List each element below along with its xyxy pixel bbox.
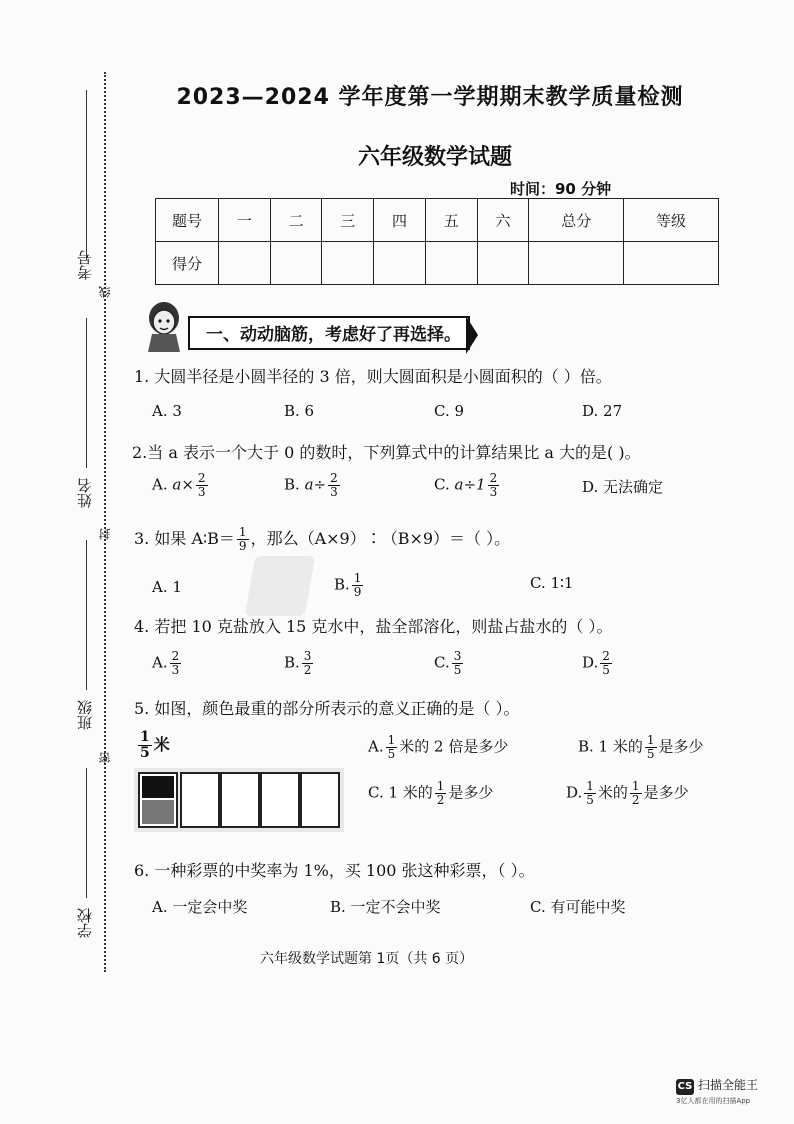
- q1-option-b[interactable]: B. 6: [284, 402, 315, 420]
- score-blank-cell[interactable]: [624, 242, 719, 285]
- question-3: [134, 526, 510, 553]
- numerator: 2: [171, 649, 180, 663]
- q4-option-b[interactable]: [284, 650, 315, 677]
- score-row-label: 得分: [156, 242, 219, 285]
- q5-darkest-part: [142, 776, 174, 798]
- numerator: 1: [140, 729, 150, 745]
- q2-b-fraction: [328, 472, 340, 499]
- page-footer: 六年级数学试题第 1页（共 6 页）: [260, 951, 474, 967]
- school-label: 学校: [76, 908, 94, 938]
- q5-bar-cell: [180, 772, 220, 828]
- q5-option-a[interactable]: [368, 734, 508, 761]
- denominator: 3: [197, 485, 206, 499]
- numerator: 2: [602, 649, 610, 663]
- q5-bar-cell: [300, 772, 340, 828]
- denominator: 5: [387, 747, 396, 761]
- score-table: [155, 198, 719, 285]
- numerator: 1: [631, 779, 640, 793]
- q4-a-prefix: A.: [152, 653, 168, 672]
- cartoon-boy-icon: [142, 300, 186, 356]
- section-1-title: 一、动动脑筋，考虑好了再选择。: [188, 316, 470, 350]
- class-underline: [86, 540, 87, 690]
- exam-no-label: 考号: [76, 250, 94, 280]
- denominator: 5: [140, 745, 150, 761]
- numerator: 1: [436, 779, 445, 793]
- numerator: 3: [303, 649, 312, 663]
- q2-option-d[interactable]: D. 无法确定: [582, 478, 664, 496]
- q6-option-b[interactable]: B. 一定不会中奖: [330, 898, 441, 916]
- scanner-watermark: [676, 1076, 758, 1095]
- score-blank-cell[interactable]: [374, 242, 426, 285]
- q6-option-c[interactable]: C. 有可能中奖: [530, 898, 626, 916]
- line-mark: 线: [98, 286, 112, 298]
- score-blank-cell[interactable]: [477, 242, 529, 285]
- question-2: 2.当 a 表示一个大于 0 的数时，下列算式中的计算结果比 a 大的是( )。: [132, 443, 641, 462]
- class-label: 班级: [76, 700, 94, 730]
- score-blank-cell[interactable]: [219, 242, 271, 285]
- q3-b-prefix: B.: [334, 575, 350, 594]
- q5-b-fraction: [645, 734, 657, 761]
- q4-option-d[interactable]: [582, 650, 614, 677]
- exam-time: 时间：90 分钟: [510, 180, 612, 198]
- numerator: 2: [197, 471, 206, 485]
- q5-d-fraction: [584, 780, 596, 807]
- denominator: 9: [353, 585, 362, 599]
- q3-option-b[interactable]: [334, 572, 365, 599]
- q4-c-fraction: [452, 650, 464, 677]
- denominator: 3: [330, 485, 338, 499]
- q2-a-fraction: [196, 472, 208, 499]
- question-5: 5. 如图，颜色最重的部分所表示的意义正确的是（ ）。: [134, 699, 520, 718]
- q5-b-prefix: B. 1 米的: [578, 737, 643, 756]
- q5-figure-fraction: [138, 730, 152, 761]
- score-blank-cell[interactable]: [425, 242, 477, 285]
- q5-bar-cell: [220, 772, 260, 828]
- score-header-cell: 五: [425, 199, 477, 242]
- q4-c-prefix: C.: [434, 653, 450, 672]
- q5-d-suffix: 是多少: [643, 783, 689, 802]
- denominator: 9: [238, 539, 247, 553]
- q3-option-a[interactable]: A. 1: [152, 578, 182, 596]
- q2-a-expr: a×: [172, 475, 194, 494]
- q5-bar-cell: [260, 772, 300, 828]
- score-header-cell: 二: [270, 199, 322, 242]
- question-4: 4. 若把 10 克盐放入 15 克水中，盐全部溶化，则盐占盐水的（ ）。: [134, 617, 613, 636]
- score-header-cell: 总分: [529, 199, 624, 242]
- q5-d-middle: 米的: [597, 783, 628, 802]
- numerator: 2: [330, 471, 338, 485]
- numerator: 1: [353, 571, 362, 585]
- q2-option-b[interactable]: [284, 472, 342, 499]
- numerator: 2: [489, 471, 498, 485]
- denominator: 3: [171, 663, 180, 677]
- q5-option-b[interactable]: [578, 734, 704, 761]
- q2-c-prefix: C.: [434, 475, 450, 494]
- binding-dotted-line: [104, 72, 106, 972]
- q5-d-fraction-2: [630, 780, 642, 807]
- secret-mark: 密: [98, 752, 112, 764]
- q5-bar-cell-shaded: [138, 772, 178, 828]
- question-1: 1. 大圆半径是小圆半径的 3 倍，则大圆面积是小圆面积的（ ）倍。: [134, 367, 612, 386]
- q2-b-expr: a÷: [304, 475, 327, 494]
- q5-c-prefix: C. 1 米的: [368, 783, 433, 802]
- q3-text-pre: 3. 如果 A∶B＝: [134, 529, 235, 548]
- q2-c-fraction: [488, 472, 500, 499]
- exam-subtitle: 六年级数学试题: [357, 145, 512, 170]
- q5-option-d[interactable]: [566, 780, 689, 807]
- scanner-tagline: 3亿人都在用的扫描App: [676, 1097, 751, 1105]
- q4-d-prefix: D.: [582, 653, 599, 672]
- q1-option-d[interactable]: D. 27: [582, 402, 623, 420]
- score-blank-cell[interactable]: [322, 242, 374, 285]
- denominator: 5: [586, 793, 594, 807]
- denominator: 5: [453, 663, 462, 677]
- numerator: 1: [586, 779, 594, 793]
- q3-b-fraction: [352, 572, 364, 599]
- denominator: 2: [631, 793, 640, 807]
- denominator: 3: [489, 485, 498, 499]
- scanner-brand: 扫描全能王: [698, 1078, 759, 1092]
- q5-a-suffix: 米的 2 倍是多少: [399, 737, 509, 756]
- q5-d-prefix: D.: [566, 783, 583, 802]
- q5-b-suffix: 是多少: [658, 737, 704, 756]
- score-header-cell: 题号: [156, 199, 219, 242]
- score-header-cell: 等级: [624, 199, 719, 242]
- section-arrow-tip: [466, 316, 478, 354]
- q5-gray-part: [142, 800, 174, 824]
- score-header-cell: 一: [219, 199, 271, 242]
- q4-option-a[interactable]: [152, 650, 183, 677]
- question-6: 6. 一种彩票的中奖率为 1%，买 100 张这种彩票，（ ）。: [134, 861, 535, 880]
- score-header-cell: 四: [374, 199, 426, 242]
- q5-a-prefix: A.: [368, 737, 384, 756]
- q5-figure-label: [136, 730, 170, 761]
- q2-a-prefix: A.: [152, 475, 168, 494]
- numerator: 1: [238, 525, 247, 539]
- numerator: 1: [387, 733, 396, 747]
- numerator: 3: [453, 649, 462, 663]
- exam-title: 2023—2024 学年度第一学期期末教学质量检测: [176, 85, 684, 110]
- numerator: 1: [646, 733, 655, 747]
- score-header-row: [156, 199, 719, 242]
- q4-a-fraction: [170, 650, 182, 677]
- denominator: 2: [436, 793, 445, 807]
- q4-option-c[interactable]: [434, 650, 465, 677]
- q6-option-a[interactable]: A. 一定会中奖: [152, 898, 248, 916]
- bleed-through-teapot: [245, 556, 316, 616]
- denominator: 5: [646, 747, 655, 761]
- score-header-cell: 六: [477, 199, 529, 242]
- score-blank-cell[interactable]: [529, 242, 624, 285]
- q1-option-c[interactable]: C. 9: [434, 402, 465, 420]
- school-underline: [86, 768, 87, 898]
- q3-option-c[interactable]: C. 1∶1: [530, 574, 574, 592]
- q2-c-expr: a÷1: [454, 475, 486, 494]
- exam-no-underline: [86, 90, 87, 260]
- q3-fraction: [237, 526, 249, 553]
- q5-a-fraction: [386, 734, 398, 761]
- q5-option-c[interactable]: [368, 780, 493, 807]
- name-underline: [86, 318, 87, 468]
- score-blank-cell[interactable]: [270, 242, 322, 285]
- q3-text-post: ，那么（A×9）∶（B×9）＝（ ）。: [250, 529, 511, 548]
- q2-option-a[interactable]: [152, 472, 210, 499]
- camscanner-logo-icon: CS: [676, 1079, 694, 1095]
- q5-figure-unit: 米: [153, 735, 170, 754]
- score-header-cell: 三: [322, 199, 374, 242]
- score-value-row: [156, 242, 719, 285]
- q4-d-fraction: [600, 650, 612, 677]
- name-label: 姓名: [76, 478, 94, 508]
- q2-option-c[interactable]: [434, 472, 501, 499]
- q4-b-fraction: [302, 650, 314, 677]
- denominator: 2: [303, 663, 312, 677]
- q5-c-suffix: 是多少: [448, 783, 494, 802]
- q5-c-fraction: [435, 780, 447, 807]
- q1-option-a[interactable]: A. 3: [152, 402, 182, 420]
- seal-mark: 封: [98, 528, 112, 540]
- denominator: 5: [602, 663, 610, 677]
- q4-b-prefix: B.: [284, 653, 300, 672]
- q2-b-prefix: B.: [284, 475, 300, 494]
